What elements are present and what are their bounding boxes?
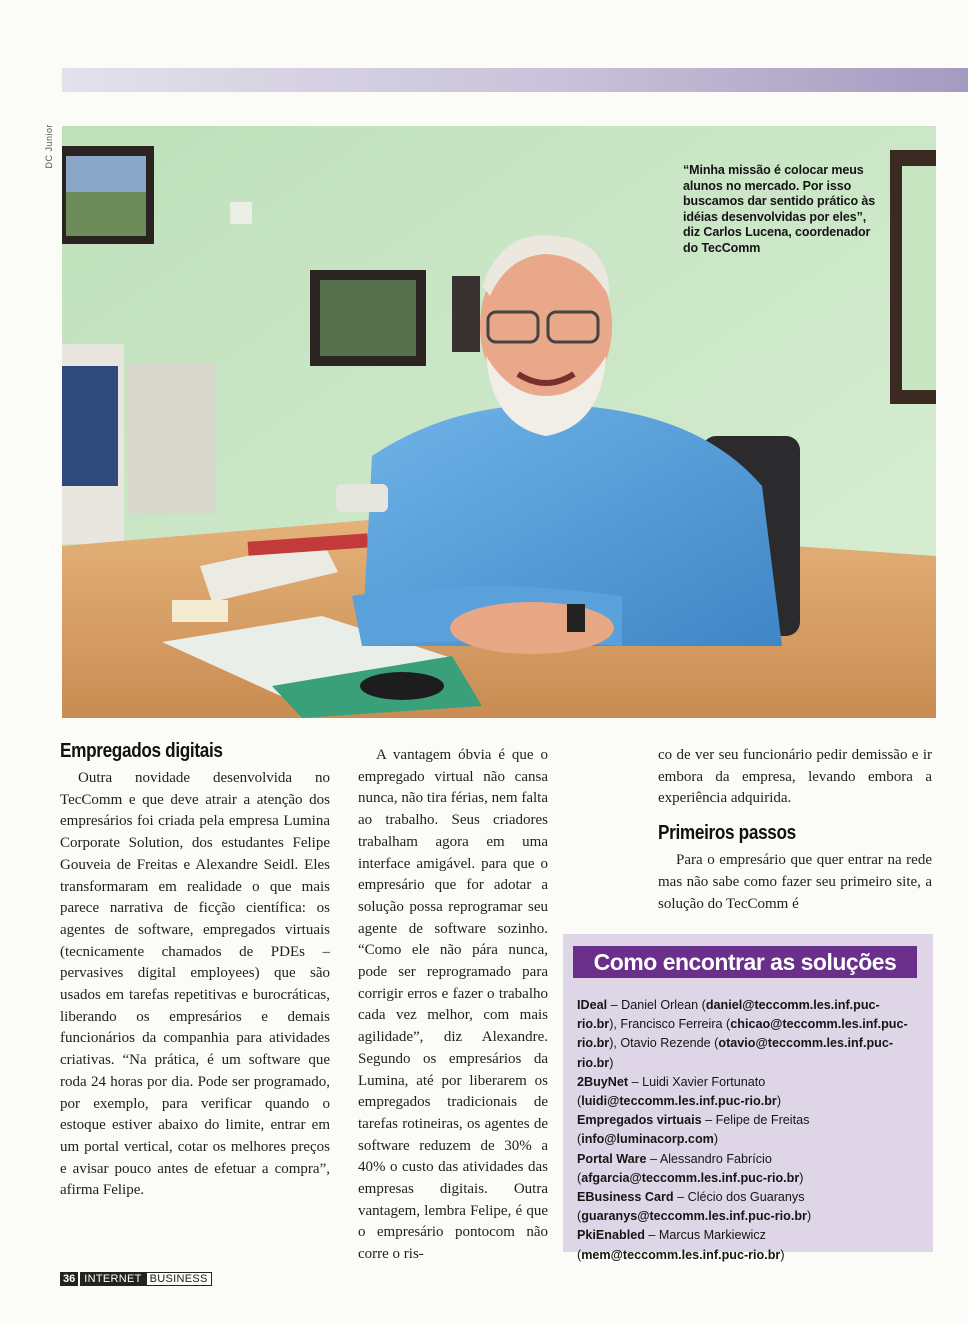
entry-name: EBusiness Card bbox=[577, 1190, 674, 1205]
entry-name: PkiEnabled bbox=[577, 1228, 645, 1243]
entry-name: 2BuyNet bbox=[577, 1074, 629, 1089]
header-color-band bbox=[62, 68, 968, 92]
entry-text: – Clécio dos Guaranys ( bbox=[577, 1190, 805, 1224]
sidebar-entry bbox=[577, 996, 917, 1073]
sidebar-body bbox=[577, 996, 917, 1265]
photo-caption: “Minha missão é colocar meus alunos no mercado. Por isso buscamos dar sentido prático às idéias desenvolvidas por eles”, diz Carlos Lucena, coordenador do TecComm bbox=[683, 163, 876, 255]
column-2 bbox=[358, 745, 548, 1266]
entry-name: Empregados virtuais bbox=[577, 1113, 702, 1128]
entry-text: ) bbox=[609, 1055, 614, 1070]
sidebar-title: Como encontrar as soluções bbox=[573, 946, 917, 978]
entry-text: ) bbox=[776, 1094, 782, 1109]
entry-text: ) bbox=[806, 1209, 812, 1224]
entry-text: ) bbox=[799, 1170, 804, 1185]
sidebar-entry bbox=[577, 1111, 917, 1149]
section-title-primeiros-passos: Primeiros passos bbox=[658, 822, 796, 845]
solutions-sidebar bbox=[563, 934, 933, 1262]
entry-text: ), Otavio Rezende ( bbox=[609, 1036, 719, 1051]
photo-credit: DC Junior bbox=[44, 124, 54, 169]
entry-name: Portal Ware bbox=[577, 1151, 647, 1166]
entry-text: – Luidi Xavier Fortunato ( bbox=[577, 1074, 766, 1109]
email-link[interactable]: afgarcia@teccomm.les.inf.puc-rio.br bbox=[581, 1170, 800, 1185]
entry-text: – Marcus Markiewicz ( bbox=[577, 1228, 766, 1262]
page-footer bbox=[60, 1272, 212, 1286]
paragraph-primeiros-passos: Para o empresário que quer entrar na rede mas não sabe como fazer seu primeiro site, a solução do TecComm é bbox=[658, 852, 932, 912]
email-link[interactable]: guaranys@teccomm.les.inf.puc-rio.br bbox=[581, 1209, 807, 1224]
sidebar-entry bbox=[577, 1073, 917, 1111]
email-link[interactable]: info@luminacorp.com bbox=[581, 1132, 714, 1147]
entry-text: ), Francisco Ferreira ( bbox=[609, 1017, 731, 1032]
sidebar-entry bbox=[577, 1150, 917, 1188]
email-link[interactable]: luidi@teccomm.les.inf.puc-rio.br bbox=[581, 1094, 777, 1109]
entry-text: ) bbox=[780, 1247, 785, 1262]
magazine-name-internet: INTERNET bbox=[80, 1272, 145, 1286]
sidebar-entry bbox=[577, 1226, 917, 1264]
email-link[interactable]: mem@teccomm.les.inf.puc-rio.br bbox=[581, 1247, 781, 1262]
section-title-empregados: Empregados digitais bbox=[60, 740, 223, 762]
entry-text: – Felipe de Freitas ( bbox=[577, 1113, 810, 1147]
page-number: 36 bbox=[60, 1272, 78, 1286]
paragraph-continuation: co de ver seu funcionário pedir demissão e ir embora da empresa, levando embora a experiência adquirida. bbox=[658, 747, 932, 807]
sidebar-entry bbox=[577, 1188, 917, 1226]
entry-text: ) bbox=[713, 1132, 719, 1147]
email-link[interactable]: chicao@teccomm.les.inf.puc-rio.br bbox=[577, 1017, 908, 1051]
column-1 bbox=[60, 738, 330, 1202]
email-link[interactable]: daniel@teccomm.les.inf.puc-rio.br bbox=[577, 998, 880, 1032]
paragraph-empregados: Outra novidade desenvolvida no TecComm e que deve atrair a atenção dos empresários foi criada pela empresa Lumina Corporate Solution, dos estudantes Felipe Gouveia de Freitas e Alexandre Seidl. Eles transformaram em realidade o que mais parece narrativa de ficção científica: os agentes de software, empregados virtuais (tecnicamente chamados de PDEs – pervasives digital employees) que são usados em tarefas repetitivas e burocráticas, liberando os empresários e demais funcionários da companhia para atividades criativas. “Na prática, é um software que roda 24 horas por dia. Pode ser programado, por exemplo, para verificar quando o estoque estiver abaixo do limite, entrar em um portal vertical, cotar os melhores preços e avisar pouco antes de efetuar a compra”, afirma Felipe. bbox=[60, 770, 330, 1199]
entry-name: IDeal bbox=[577, 998, 608, 1012]
column-3 bbox=[658, 745, 932, 915]
paragraph-vantagem: A vantagem óbvia é que o empregado virtual não cansa nunca, não tira férias, nem falta ao trabalho. Seus criadores trabalham agora em uma interface amigável. para que o empresário que for adotar a solução possa reprogramar seu agente de software sozinho. “Como ele não pára nunca, pode ser reprogramado para corrigir erros e fazer o trabalho cada vez melhor, com mais agilidade”, diz Alexandre. Segundo os empresários da Lumina, até por liberarem os empregados tradicionais de tarefas rotineiras, os agentes de software reduzem de 30% a 40% o custo das atividades das empresas digitais. Outra vantagem, lembra Felipe, é que o empresário pontocom não corre o ris- bbox=[358, 747, 548, 1263]
entry-text: – Daniel Orlean ( bbox=[607, 998, 706, 1012]
email-link[interactable]: otavio@teccomm.les.inf.puc-rio.br bbox=[577, 1036, 894, 1070]
magazine-name-business: BUSINESS bbox=[146, 1272, 212, 1286]
entry-text: – Alessandro Fabrício ( bbox=[577, 1151, 772, 1185]
